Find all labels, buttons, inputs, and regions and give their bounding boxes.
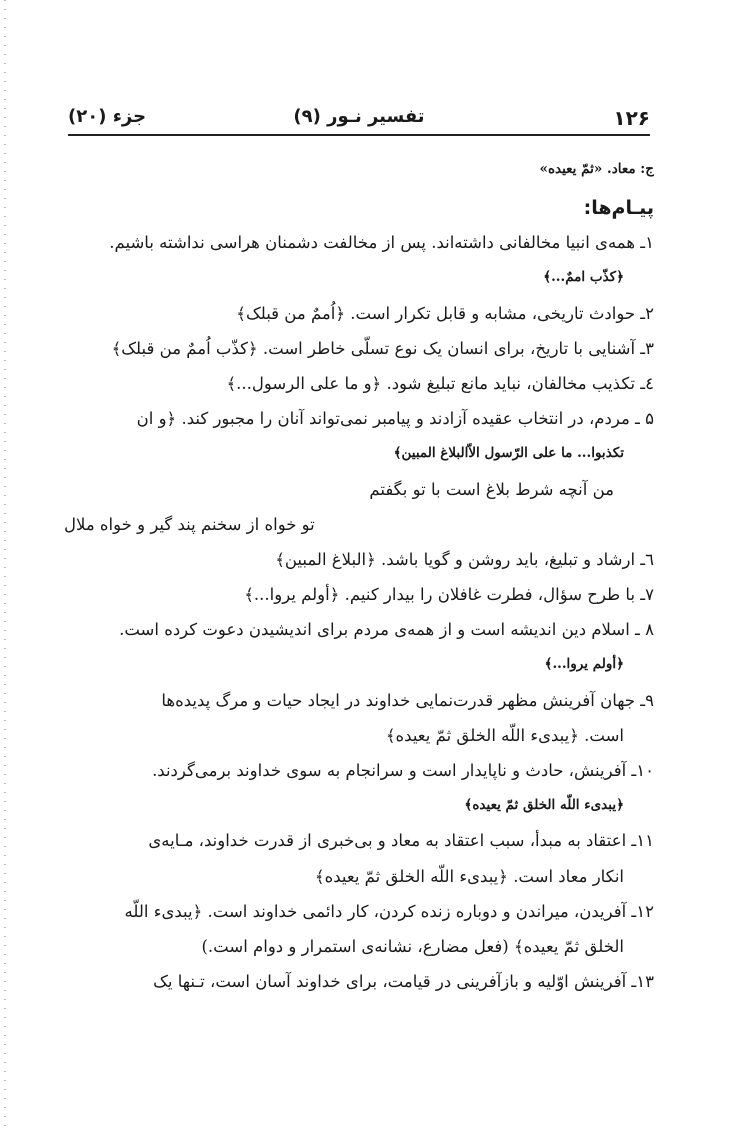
- verse-quote: ﴿کذّب اممٌ...﴾: [543, 269, 624, 286]
- text-line: ۱ـ همه‌ی انبیا مخالفانی داشته‌اند. پس از مخالفت دشمنان هراسی نداشته باشیم.: [109, 233, 654, 253]
- text-line: ۵ ـ مردم، در انتخاب عقیده آزادند و پیامبر نمی‌تواند آنان را مجبور کند. ﴿و ان: [136, 409, 654, 429]
- book-title: تفسیر نـور (۹): [293, 106, 425, 127]
- juz-label: جزء (۲۰): [68, 106, 147, 127]
- text-line: ج: معاد. «ثمّ یعیده»: [539, 161, 654, 177]
- body-text: [64, 152, 654, 999]
- text-line: انکار معاد است. ﴿یبدیء اللّه الخلق ثمّ یعیده﴾: [314, 866, 624, 886]
- section-heading: پیـام‌ها:: [583, 197, 654, 220]
- text-line: ۸ ـ اسلام دین اندیشه است و از همه‌ی مردم برای اندیشیدن دعوت کرده است.: [119, 620, 654, 640]
- text-line: ۳ـ آشنایی با تاریخ، برای انسان یک نوع تسلّی خاطر است. ﴿کذّب اُممٌ من قبلک﴾: [111, 338, 654, 358]
- page-number: ۱۲۶: [613, 106, 650, 130]
- text-line: ۱۲ـ آفریدن، میراندن و دوباره زنده کردن، کار دائمی خداوند است. ﴿یبدیء اللّه: [124, 901, 654, 921]
- verse-quote: ﴿أولم یروا...﴾: [544, 656, 624, 673]
- verse-quote: تکذبوا... ما علی الرّسول الاّالبلاغ المبین﴾: [393, 445, 624, 462]
- text-line: ٤ـ تکذیب مخالفان، نباید مانع تبلیغ شود. ﴿و ما علی الرسول...﴾: [226, 373, 654, 393]
- text-line: ٦ـ ارشاد و تبلیغ، باید روشن و گویا باشد. ﴿البلاغ المبین﴾: [275, 549, 654, 569]
- text-line: الخلق ثمّ یعیده﴾ (فعل مضارع، نشانه‌ی استمرار و دوام است.): [201, 936, 624, 956]
- text-line: است. ﴿یبدیء اللّه الخلق ثمّ یعیده﴾: [385, 725, 624, 745]
- text-line: ۱۱ـ اعتقاد به مبدأ، سبب اعتقاد به معاد و بی‌خبری از قدرت خداوند، مـایه‌ی: [148, 831, 654, 851]
- verse-quote: ﴿یبدیء اللّه الخلق ثمّ یعیده﴾: [464, 797, 624, 814]
- text-line: ۱۰ـ آفرینش، حادث و ناپایدار است و سرانجام به سوی خداوند برمی‌گردند.: [152, 761, 654, 780]
- page-header: [68, 104, 650, 136]
- text-line: ۷ـ با طرح سؤال، فطرت غافلان را بیدار کنیم. ﴿أولم یروا...﴾: [244, 585, 654, 605]
- poem-line: تو خواه از سخنم پند گیر و خواه ملال: [64, 514, 315, 534]
- poem-line: من آنچه شرط بلاغ است با تو بگفتم: [369, 479, 614, 499]
- text-line: ۹ـ جهان آفرینش مظهر قدرت‌نمایی خداوند در ایجاد حیات و مرگ پدیده‌ها: [161, 690, 654, 710]
- text-line: ۲ـ حوادث تاریخی، مشابه و قابل تکرار است. ﴿اُممٌ من قبلک﴾: [236, 303, 654, 323]
- text-line: ۱۳ـ آفرینش اوّلیه و بازآفرینی در قیامت، برای خداوند آسان است، تـنها یک: [153, 972, 654, 992]
